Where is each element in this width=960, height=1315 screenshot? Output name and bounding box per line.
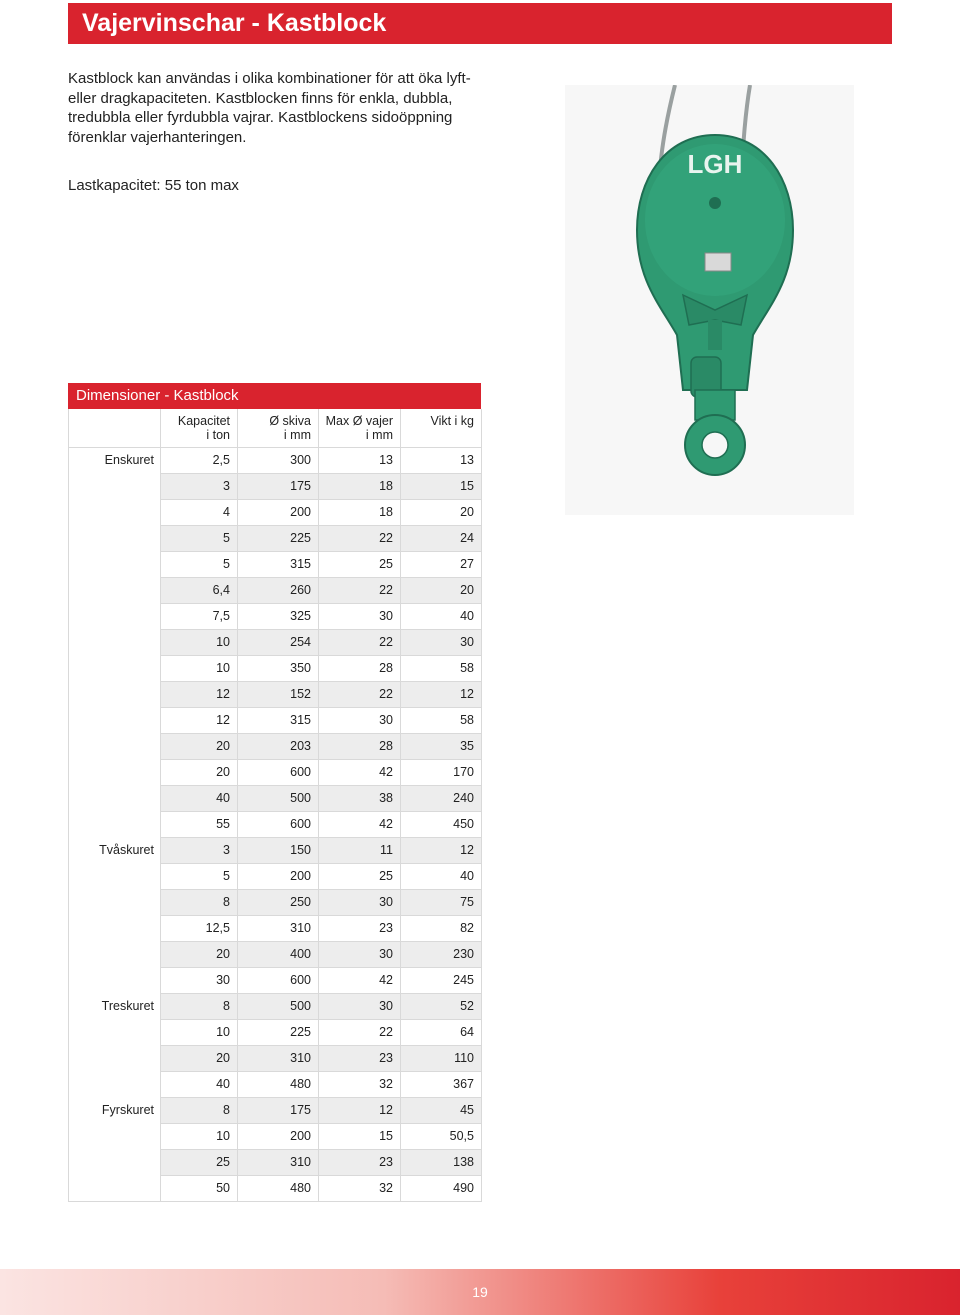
table-cell: 58: [401, 656, 482, 682]
table-cell: 40: [401, 604, 482, 630]
group-label: [69, 786, 161, 812]
group-label: [69, 1150, 161, 1176]
table-cell: 110: [401, 1046, 482, 1072]
table-cell: 400: [238, 942, 319, 968]
group-label: [69, 760, 161, 786]
table-cell: 20: [161, 734, 238, 760]
column-header: Ø skiva i mm: [238, 409, 319, 448]
table-cell: 82: [401, 916, 482, 942]
table-cell: 25: [319, 552, 401, 578]
table-cell: 500: [238, 994, 319, 1020]
table-cell: 24: [401, 526, 482, 552]
group-label: [69, 968, 161, 994]
table-cell: 152: [238, 682, 319, 708]
table-cell: 30: [161, 968, 238, 994]
table-row: [69, 604, 482, 630]
table-cell: 7,5: [161, 604, 238, 630]
table-cell: 600: [238, 812, 319, 838]
table-row: [69, 838, 482, 864]
table-cell: 30: [401, 630, 482, 656]
capacity-text: Lastkapacitet: 55 ton max: [68, 177, 239, 194]
group-label: Tvåskuret: [69, 838, 161, 864]
group-label: Enskuret: [69, 448, 161, 474]
table-cell: 38: [319, 786, 401, 812]
table-cell: 260: [238, 578, 319, 604]
group-label: [69, 1176, 161, 1202]
dimensions-table: [68, 383, 481, 1202]
table-cell: 230: [401, 942, 482, 968]
table-cell: 225: [238, 526, 319, 552]
table-cell: 12: [401, 838, 482, 864]
group-label: Fyrskuret: [69, 1098, 161, 1124]
table-cell: 500: [238, 786, 319, 812]
page-title: Vajervinschar - Kastblock: [82, 9, 387, 37]
table-cell: 22: [319, 578, 401, 604]
table-cell: 75: [401, 890, 482, 916]
group-label: [69, 916, 161, 942]
table-cell: 23: [319, 916, 401, 942]
table-cell: 58: [401, 708, 482, 734]
table-cell: 42: [319, 968, 401, 994]
table-cell: 5: [161, 552, 238, 578]
group-label: [69, 812, 161, 838]
table-cell: 3: [161, 838, 238, 864]
table-cell: 30: [319, 890, 401, 916]
table-cell: 490: [401, 1176, 482, 1202]
kastblock-photo: [565, 85, 854, 515]
table-row: [69, 656, 482, 682]
page-number: 19: [472, 1284, 488, 1300]
table-cell: 30: [319, 604, 401, 630]
table-cell: 27: [401, 552, 482, 578]
table-row: [69, 1098, 482, 1124]
table-cell: 5: [161, 864, 238, 890]
table-cell: 25: [161, 1150, 238, 1176]
table-cell: 8: [161, 994, 238, 1020]
table-row: [69, 500, 482, 526]
table-cell: 23: [319, 1150, 401, 1176]
table-cell: 480: [238, 1176, 319, 1202]
intro-text: [68, 69, 498, 147]
column-header: Max Ø vajer i mm: [319, 409, 401, 448]
table-row: [69, 864, 482, 890]
table-row: [69, 630, 482, 656]
table-cell: 600: [238, 760, 319, 786]
table-cell: 3: [161, 474, 238, 500]
group-label: [69, 604, 161, 630]
table-cell: 170: [401, 760, 482, 786]
group-label: [69, 942, 161, 968]
table-cell: 2,5: [161, 448, 238, 474]
table-cell: 15: [401, 474, 482, 500]
table-cell: 11: [319, 838, 401, 864]
table-cell: 25: [319, 864, 401, 890]
table-cell: 240: [401, 786, 482, 812]
table-cell: 50,5: [401, 1124, 482, 1150]
table-cell: 10: [161, 656, 238, 682]
column-header: Vikt i kg: [401, 409, 482, 448]
table-cell: 22: [319, 682, 401, 708]
table-cell: 225: [238, 1020, 319, 1046]
table-cell: 32: [319, 1176, 401, 1202]
table-cell: 203: [238, 734, 319, 760]
table-row: [69, 552, 482, 578]
table-cell: 367: [401, 1072, 482, 1098]
group-label: [69, 1072, 161, 1098]
table-cell: 175: [238, 1098, 319, 1124]
table-cell: 28: [319, 656, 401, 682]
table-cell: 12: [161, 708, 238, 734]
table-cell: 310: [238, 1150, 319, 1176]
table-row: [69, 994, 482, 1020]
table-cell: 6,4: [161, 578, 238, 604]
table-cell: 8: [161, 1098, 238, 1124]
table-cell: 20: [161, 760, 238, 786]
table-row: [69, 734, 482, 760]
table-row: [69, 786, 482, 812]
table-cell: 15: [319, 1124, 401, 1150]
table-cell: 23: [319, 1046, 401, 1072]
table-cell: 175: [238, 474, 319, 500]
group-label: [69, 1020, 161, 1046]
table-cell: 55: [161, 812, 238, 838]
table-cell: 20: [401, 500, 482, 526]
table-cell: 12: [401, 682, 482, 708]
table-cell: 20: [401, 578, 482, 604]
table-cell: 42: [319, 812, 401, 838]
table-cell: 310: [238, 916, 319, 942]
table-row: [69, 1020, 482, 1046]
group-label: Treskuret: [69, 994, 161, 1020]
table-cell: 28: [319, 734, 401, 760]
table-row: [69, 812, 482, 838]
group-label: [69, 500, 161, 526]
table-cell: 5: [161, 526, 238, 552]
table-cell: 325: [238, 604, 319, 630]
intro-paragraph: Kastblock kan användas i olika kombinationer för att öka lyft- eller dragkapaciteten. Kastblocken finns för enkla, dubbla, tredubbla eller fyrdubbla vajrar. Kastblockens sidoöppning förenklar vajerhanteringen.: [68, 70, 471, 146]
table-cell: 200: [238, 1124, 319, 1150]
table-cell: 10: [161, 1124, 238, 1150]
table-cell: 45: [401, 1098, 482, 1124]
table-row: [69, 448, 482, 474]
table-row: [69, 760, 482, 786]
table-cell: 20: [161, 942, 238, 968]
group-label: [69, 864, 161, 890]
group-label: [69, 1046, 161, 1072]
table-row: [69, 968, 482, 994]
table-cell: 30: [319, 708, 401, 734]
table-cell: 64: [401, 1020, 482, 1046]
title-bar: [68, 3, 892, 44]
table-cell: 480: [238, 1072, 319, 1098]
table-row: [69, 708, 482, 734]
table-cell: 30: [319, 994, 401, 1020]
table-cell: 22: [319, 1020, 401, 1046]
group-label: [69, 1124, 161, 1150]
table-cell: 20: [161, 1046, 238, 1072]
table-cell: 52: [401, 994, 482, 1020]
dimensions-grid: [68, 409, 482, 1202]
group-label: [69, 630, 161, 656]
table-cell: 12: [161, 682, 238, 708]
group-label: [69, 656, 161, 682]
table-cell: 13: [401, 448, 482, 474]
table-cell: 200: [238, 500, 319, 526]
table-cell: 10: [161, 630, 238, 656]
table-cell: 315: [238, 552, 319, 578]
group-label: [69, 474, 161, 500]
table-cell: 250: [238, 890, 319, 916]
table-cell: 254: [238, 630, 319, 656]
table-cell: 22: [319, 630, 401, 656]
table-cell: 315: [238, 708, 319, 734]
table-cell: 10: [161, 1020, 238, 1046]
table-row: [69, 526, 482, 552]
group-label: [69, 682, 161, 708]
table-row: [69, 474, 482, 500]
group-label: [69, 890, 161, 916]
logo-text: LGH: [687, 149, 743, 179]
table-cell: 22: [319, 526, 401, 552]
table-cell: 32: [319, 1072, 401, 1098]
group-label: [69, 734, 161, 760]
table-row: [69, 1124, 482, 1150]
table-cell: 4: [161, 500, 238, 526]
table-cell: 310: [238, 1046, 319, 1072]
group-label: [69, 708, 161, 734]
table-row: [69, 890, 482, 916]
table-cell: 13: [319, 448, 401, 474]
table-row: [69, 1072, 482, 1098]
header-blank: [69, 409, 161, 448]
table-cell: 12: [319, 1098, 401, 1124]
table-cell: 138: [401, 1150, 482, 1176]
table-cell: 18: [319, 474, 401, 500]
table-cell: 245: [401, 968, 482, 994]
column-header: Kapacitet i ton: [161, 409, 238, 448]
table-cell: 8: [161, 890, 238, 916]
table-cell: 42: [319, 760, 401, 786]
table-cell: 40: [161, 786, 238, 812]
group-label: [69, 526, 161, 552]
group-label: [69, 552, 161, 578]
table-cell: 450: [401, 812, 482, 838]
table-cell: 40: [161, 1072, 238, 1098]
table-row: [69, 1046, 482, 1072]
table-cell: 12,5: [161, 916, 238, 942]
table-cell: 300: [238, 448, 319, 474]
table-row: [69, 578, 482, 604]
table-row: [69, 1150, 482, 1176]
table-cell: 600: [238, 968, 319, 994]
table-cell: 40: [401, 864, 482, 890]
table-cell: 50: [161, 1176, 238, 1202]
table-cell: 350: [238, 656, 319, 682]
table-cell: 35: [401, 734, 482, 760]
table-title: Dimensioner - Kastblock: [68, 383, 481, 409]
table-row: [69, 1176, 482, 1202]
table-row: [69, 682, 482, 708]
table-row: [69, 942, 482, 968]
table-cell: 18: [319, 500, 401, 526]
table-cell: 150: [238, 838, 319, 864]
table-cell: 200: [238, 864, 319, 890]
snatch-block-illustration: [565, 85, 854, 515]
group-label: [69, 578, 161, 604]
header-row: [69, 409, 482, 448]
table-cell: 30: [319, 942, 401, 968]
table-row: [69, 916, 482, 942]
